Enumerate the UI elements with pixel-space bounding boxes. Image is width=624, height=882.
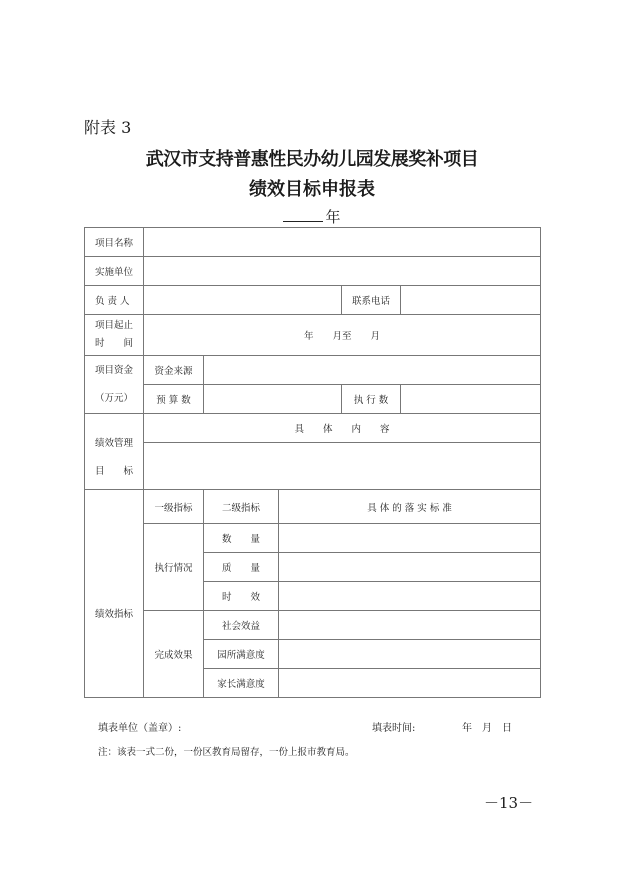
social-benefit-field[interactable] — [279, 611, 541, 640]
row-social-benefit — [85, 611, 541, 640]
performance-target-label — [85, 414, 144, 490]
footer-filling-unit: 填表单位（盖章）: — [98, 723, 182, 734]
completion-effect-label: 完成效果 — [144, 611, 204, 698]
parent-satisfaction-label: 家长满意度 — [204, 669, 279, 698]
form-title-line-2: 绩效目标申报表 — [249, 179, 375, 200]
project-funds-label-line1: 项目资金 — [94, 364, 133, 376]
timeliness-label: 时 效 — [204, 582, 279, 611]
executed-field[interactable] — [401, 385, 541, 414]
footer-date: 年 月 日 — [462, 723, 512, 734]
performance-target-label-line2: 目 标 — [95, 465, 134, 477]
quantity-field[interactable] — [279, 524, 541, 553]
performance-target-label-line1: 绩效管理 — [95, 437, 134, 449]
budget-field[interactable] — [204, 385, 342, 414]
funds-source-field[interactable] — [204, 356, 541, 385]
level1-indicator-header: 一级指标 — [144, 490, 204, 524]
performance-target-content-field[interactable] — [144, 443, 541, 490]
row-performance-target-header — [85, 414, 541, 443]
project-funds-label-line2: （万元） — [94, 392, 133, 404]
page-number: －13－ — [484, 794, 534, 812]
executed-label: 执 行 数 — [342, 385, 401, 414]
timeliness-field[interactable] — [279, 582, 541, 611]
row-performance-target-content — [85, 443, 541, 490]
contact-phone-field[interactable] — [401, 286, 541, 315]
person-in-charge-field[interactable] — [144, 286, 342, 315]
project-period-label — [85, 315, 144, 356]
row-project-name — [85, 228, 541, 257]
contact-phone-label: 联系电话 — [342, 286, 401, 315]
year-line — [0, 205, 624, 227]
project-period-value: 年 月至 月 — [304, 331, 381, 342]
specific-standard-header: 具 体 的 落 实 标 准 — [279, 490, 541, 524]
level2-indicator-header: 二级指标 — [204, 490, 279, 524]
project-name-field[interactable] — [144, 228, 541, 257]
row-quantity — [85, 524, 541, 553]
quality-field[interactable] — [279, 553, 541, 582]
row-person-in-charge — [85, 286, 541, 315]
specific-content-header: 具 体 内 容 — [144, 414, 541, 443]
budget-label: 预 算 数 — [144, 385, 204, 414]
declaration-form-table — [84, 227, 541, 698]
execution-status-label: 执行情况 — [144, 524, 204, 611]
row-funds-source — [85, 356, 541, 385]
row-implementing-unit — [85, 257, 541, 286]
implementing-unit-label: 实施单位 — [85, 257, 144, 286]
footer-note: 注：该表一式二份，一份区教育局留存，一份上报市教育局。 — [98, 747, 355, 758]
implementing-unit-field[interactable] — [144, 257, 541, 286]
person-in-charge-label: 负 责 人 — [85, 286, 144, 315]
project-name-label: 项目名称 — [85, 228, 144, 257]
footer-filling-time: 填表时间: — [372, 723, 416, 734]
quality-label: 质 量 — [204, 553, 279, 582]
row-budget — [85, 385, 541, 414]
row-indicator-headers — [85, 490, 541, 524]
social-benefit-label: 社会效益 — [204, 611, 279, 640]
year-blank — [283, 205, 323, 222]
project-period-field[interactable] — [144, 315, 541, 356]
project-period-label-line1: 项目起止 — [95, 320, 134, 331]
row-project-period — [85, 315, 541, 356]
project-funds-label — [85, 356, 144, 414]
quantity-label: 数 量 — [204, 524, 279, 553]
parent-satisfaction-field[interactable] — [279, 669, 541, 698]
attachment-label: 附表 3 — [84, 118, 132, 137]
project-period-label-line2: 时 间 — [95, 338, 134, 349]
year-suffix: 年 — [325, 208, 341, 226]
performance-indicators-label: 绩效指标 — [85, 490, 144, 698]
kindergarten-satisfaction-field[interactable] — [279, 640, 541, 669]
kindergarten-satisfaction-label: 园所满意度 — [204, 640, 279, 669]
funds-source-label: 资金来源 — [144, 356, 204, 385]
form-title-line-1: 武汉市支持普惠性民办幼儿园发展奖补项目 — [145, 149, 479, 170]
